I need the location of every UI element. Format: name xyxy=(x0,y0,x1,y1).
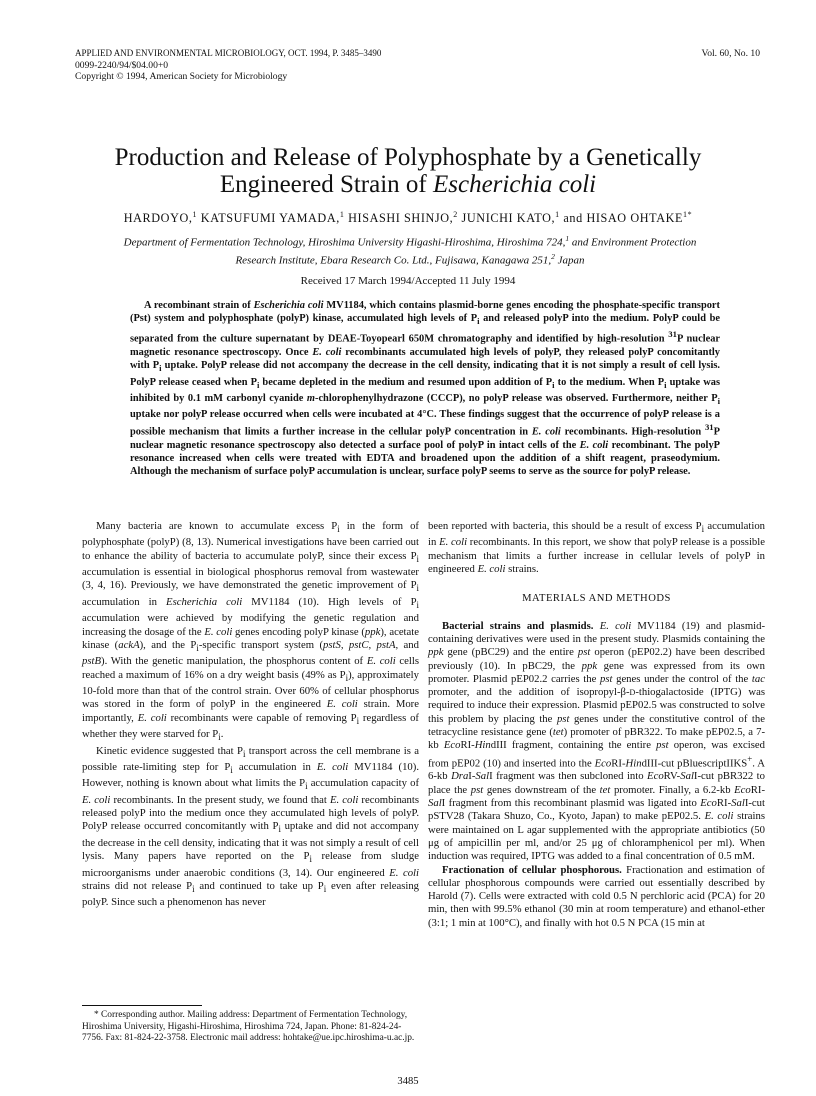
subscript: i xyxy=(416,600,419,611)
body-text: ), acetate kinase ( xyxy=(82,625,419,651)
intro-paragraph-2 xyxy=(82,745,419,910)
run-in-heading: Bacterial strains and plasmids. xyxy=(442,619,594,632)
body-text: tet xyxy=(599,783,611,796)
paper-title xyxy=(40,144,776,198)
author-1: HARDOYO, xyxy=(123,211,193,226)
body-text: recombinants released polyP into the medium once they accumulated high levels of polyP. PolyP release occurred concomitantly with P xyxy=(82,793,419,833)
subscript: i xyxy=(552,379,555,390)
body-text: recombinants. In this report, we show that polyP release is a possible mechanism that limits a further increase in cellular levels of polyP in engineered xyxy=(428,536,765,576)
body-text: MV1184 (10). High levels of P xyxy=(242,595,417,608)
body-text: gene (pBC29) and the entire xyxy=(443,646,578,659)
body-text: ppk xyxy=(364,625,381,638)
body-text: MV1184 (19) and plasmid-containing derivatives were used in the present study. Plasmids containing the xyxy=(428,619,766,645)
body-text: been reported with bacteria, this should be a result of excess P xyxy=(428,520,702,532)
body-text: Many bacteria are known to accumulate excess P xyxy=(96,520,338,532)
body-text: I fragment was then subcloned into xyxy=(489,770,648,783)
affiliation-2-mark: 2 xyxy=(551,252,555,262)
body-text: E. coli xyxy=(82,793,111,806)
abstract-text: -chlorophenylhydrazone (CCCP), no polyP release was observed. Furthermore, neither P xyxy=(314,392,718,404)
subscript: i xyxy=(701,524,705,535)
body-text: accumulation were achieved by modifying the genetic regulation and increasing the dosage of the xyxy=(82,612,419,638)
abstract-text: became depleted in the medium and resumed upon addition of P xyxy=(259,376,553,388)
superscript: + xyxy=(747,753,753,764)
body-text: Eco xyxy=(734,783,751,796)
body-text: Hin xyxy=(625,757,642,770)
body-text: and xyxy=(398,638,419,651)
abstract-text: P nuclear magnetic resonance spectroscopy also detected a surface pool of polyP in intact cells of the xyxy=(130,426,720,452)
body-text: RI- xyxy=(460,739,475,752)
subscript: i xyxy=(196,643,199,654)
body-text: . xyxy=(220,728,224,741)
body-text: accumulation is essential in biological phosphorus removal from wastewater (3, 4, 16). Previously, we have demonstrated the genetic improvement of P xyxy=(82,566,419,592)
author-3-affil: 2 xyxy=(453,210,458,219)
affiliation-1-mark: 1 xyxy=(565,234,570,243)
body-text: Dra xyxy=(451,770,469,783)
body-text: I fragment from this recombinant plasmid was ligated into xyxy=(441,797,701,810)
author-5-affil: 1* xyxy=(683,210,693,219)
body-text: Fractionation and estimation of cellular phosphorous compounds were carried out essentially described by Harold (7). Cells were extracted with cold 0.5 N perchloric acid (PCA) for 20 min, then with 99.5% ethanol (30 min at room temperature) and ethanol-ether (3:1; 1 min at 100°C), and finally with hot 0.5 N PCA (15 min at xyxy=(428,863,765,929)
corresponding-author-footnote xyxy=(82,1010,419,1045)
body-text: Eco xyxy=(700,797,717,810)
abstract-text: uptake was inhibited by 0.1 mM carbonyl cyanide xyxy=(130,376,720,404)
author-and: and xyxy=(559,211,587,226)
author-4: JUNICHI KATO, xyxy=(457,211,556,226)
body-text: accumulation in xyxy=(82,595,167,608)
body-text: -thiogalactoside (IPTG) was required to induce their expression. Plasmid pEP02.5 was constructed to solve this problem by placing the xyxy=(428,686,765,725)
body-text: strain. More importantly, xyxy=(82,698,419,724)
body-text: pst xyxy=(470,783,484,796)
title-line-1: Production and Release of Polyphosphate by a Genetically xyxy=(114,144,702,171)
subscript: i xyxy=(230,765,233,776)
body-text: ), approximately 10-fold more than that of the control strain. Over 60% of cellular phosphorus was stored in the form of polyP in the engineered xyxy=(82,668,419,711)
subscript: i xyxy=(345,672,349,683)
author-2-affil: 1 xyxy=(339,210,345,219)
body-left-column xyxy=(82,520,419,910)
body-text: E. coli xyxy=(704,810,734,823)
body-text: Sal xyxy=(475,770,490,783)
subscript: i xyxy=(159,363,162,374)
body-text: operon (pEP02.2) have been described previously (10). In pBC29, the xyxy=(428,646,765,672)
body-text: Sal xyxy=(680,770,694,783)
body-text: . A 6-kb xyxy=(428,757,765,783)
body-text: promoter, and the addition of isopropyl-β- xyxy=(428,686,630,699)
author-1-affil: 1 xyxy=(192,210,198,219)
abstract-text: E. coli xyxy=(579,440,609,452)
abstract-text: uptake nor polyP release occurred when cells were incubated at 4°C. These findings suggest that the occurrence of polyP release is a possible mechanism that limits a further increase in the cellular polyP concentration in xyxy=(130,409,720,438)
footnote-divider xyxy=(82,1005,202,1006)
body-text: Escherichia coli xyxy=(166,595,243,608)
superscript: 31 xyxy=(704,422,714,433)
body-text: RI- xyxy=(611,757,626,770)
body-text: ). With the genetic manipulation, the phosphorus content of xyxy=(101,655,367,668)
title-organism: Escherichia coli xyxy=(432,171,597,198)
subscript: i xyxy=(242,748,246,759)
affiliation xyxy=(120,232,700,268)
journal-copyright: Copyright © 1994, American Society for Microbiology xyxy=(75,71,288,83)
abstract xyxy=(130,299,720,479)
subscript: i xyxy=(309,854,312,865)
subscript: i xyxy=(323,884,327,895)
abstract-text: and released polyP into the medium. PolyP could be separated from the culture supernatant by DEAE-Toyopearl 650M chromatography and identified by high-resolution xyxy=(130,313,720,345)
affiliation-2: and Environment Protection Research Institute, Ebara Research Co. Ltd., Fujisawa, Kanagawa 251, xyxy=(235,236,697,267)
body-text: ), and the P xyxy=(139,638,197,651)
run-in-heading: Fractionation of cellular phosphorous. xyxy=(442,863,622,876)
journal-citation: APPLIED AND ENVIRONMENTAL MICROBIOLOGY, OCT. 1994, P. 3485–3490 xyxy=(75,48,382,58)
author-5: HISAO OHTAKE xyxy=(586,211,684,226)
subscript: i xyxy=(664,379,667,390)
body-text: ackA xyxy=(118,638,140,651)
body-text: MV1184 (10). However, nothing is known about what limits the P xyxy=(82,761,419,790)
intro-paragraph-continued xyxy=(428,520,765,576)
section-heading-methods: MATERIALS AND METHODS xyxy=(522,593,671,605)
subscript: i xyxy=(256,379,260,390)
body-text: genes under the control of the xyxy=(612,672,752,685)
body-text: genes encoding polyP kinase ( xyxy=(232,625,365,638)
abstract-text: A recombinant strain of xyxy=(144,300,254,311)
body-text: pst xyxy=(656,739,669,752)
body-text: operon, was excised from pEP02 (10) and inserted into the xyxy=(428,739,765,770)
subscript: i xyxy=(416,583,419,594)
body-text: pstB xyxy=(82,655,102,668)
body-text: accumulation in xyxy=(232,761,317,774)
body-text: transport across the cell membrane is a possible rate-limiting step for P xyxy=(82,744,419,774)
body-text: recombinants. In the present study, we found that xyxy=(110,793,330,806)
abstract-text: m xyxy=(306,392,315,404)
body-text: D xyxy=(629,688,636,698)
body-text: Sal xyxy=(731,797,745,810)
body-text: RV- xyxy=(663,770,681,783)
subscript: i xyxy=(218,732,221,743)
affiliation-country: Japan xyxy=(554,254,585,267)
body-text: pst xyxy=(556,712,570,725)
body-text: genes downstream of the xyxy=(483,783,600,796)
abstract-text: recombinant. The polyP resonance increased when cells were treated with EDTA and broadened upon the addition of a shift reagent, praseodymium. Although the mechanism of surface polyP accumulation is unclear, surface polyP seems to serve as the source for polyP release. xyxy=(130,440,720,478)
subscript: i xyxy=(416,553,419,564)
body-text: regardless of whether they were starved for P xyxy=(82,711,419,741)
body-text: I-cut pSTV28 (Takara Shuzo, Co., Kyoto, Japan) to make pEP02.5. xyxy=(428,797,765,823)
body-text: ) promoter of pBR322. To make pEP02.5, a 7-kb xyxy=(428,726,765,752)
body-text: pst xyxy=(599,672,613,685)
subscript: i xyxy=(717,396,720,406)
body-text: release from sludge microorganisms under anaerobic conditions (3, 14). Our engineered xyxy=(82,850,419,879)
abstract-text: recombinants. High-resolution xyxy=(560,426,705,438)
title-line-2 xyxy=(40,171,776,198)
body-text: Eco xyxy=(647,770,664,783)
page-number: 3485 xyxy=(397,1076,419,1087)
footnote-text: * Corresponding author. Mailing address: Department of Fermentation Technology, Hiroshima University, Higashi-Hiroshima, Hiroshima 724, Japan. Phone: 81-824-24-7756. Fax: 81-824-22-3758. Electronic mail address: hohtake@ue.ipc.hiroshima-u.ac.jp. xyxy=(82,1010,415,1044)
body-text: in the form of polyphosphate (polyP) (8, 13). Numerical investigations have been carried out to enhance the ability of bacteria to accumulate polyP, since their excess P xyxy=(82,520,419,562)
body-text: Sal xyxy=(428,797,442,810)
journal-volume: Vol. 60, No. 10 xyxy=(701,48,760,59)
body-text: ppk xyxy=(428,646,444,659)
subscript: i xyxy=(192,884,195,895)
body-text: -specific transport system ( xyxy=(198,638,323,651)
abstract-text: E. coli xyxy=(531,426,561,438)
body-text: Eco xyxy=(594,757,612,770)
subscript: i xyxy=(278,824,281,835)
body-text: pst xyxy=(577,646,591,659)
body-text: I-cut pBR322 to place the xyxy=(428,770,765,796)
body-text: E. coli xyxy=(439,536,468,549)
body-text: E. coli xyxy=(204,625,233,638)
body-text: E. coli xyxy=(316,761,349,774)
abstract-text: recombinants accumulated high levels of polyP, they released polyP concomitantly with P xyxy=(130,347,720,372)
superscript: 31 xyxy=(668,329,677,340)
intro-paragraph-1 xyxy=(82,520,419,745)
body-text: cells reached a maximum of 16% on a dry weight basis (49% as P xyxy=(82,655,419,681)
body-text: dIII fragment, containing the entire xyxy=(490,739,657,752)
subscript: i xyxy=(356,715,360,726)
body-text: RI- xyxy=(750,783,765,796)
body-text: E. coli xyxy=(599,619,632,632)
author-4-affil: 1 xyxy=(555,210,560,219)
abstract-text: E. coli xyxy=(312,347,342,359)
body-text: even after releasing polyP. Since such a phenomenon has never xyxy=(82,879,420,909)
body-text: accumulation in xyxy=(428,520,766,549)
methods-paragraph-2 xyxy=(428,864,765,930)
body-text: strains did not release P xyxy=(82,879,193,892)
abstract-text: P nuclear magnetic resonance spectroscopy. Once xyxy=(130,333,720,359)
body-text: Eco xyxy=(443,739,461,752)
body-text: Hin xyxy=(474,739,491,752)
body-text: dIII-cut pBluescriptIIKS xyxy=(641,757,748,770)
body-text: Kinetic evidence suggested that P xyxy=(96,744,243,757)
body-text: pstS, pstC, pstA, xyxy=(323,638,399,651)
abstract-paragraph xyxy=(130,299,720,479)
journal-code: 0099-2240/94/$04.00+0 xyxy=(75,59,169,71)
body-text: E. coli xyxy=(366,655,396,668)
body-text: strains. xyxy=(505,563,539,576)
body-text: tac xyxy=(751,672,765,685)
abstract-text: to the medium. When P xyxy=(554,376,665,388)
affiliation-1: Department of Fermentation Technology, Hiroshima University Higashi-Hiroshima, Hiroshima 724, xyxy=(123,236,566,249)
body-text: E. coli xyxy=(326,698,358,711)
body-text: uptake and did not accompany the decrease in the cell density, indicating that it was not simply a result of cell lysis. Many papers have reported on the P xyxy=(82,820,419,863)
body-text: tet xyxy=(552,726,564,738)
body-text: promoter. Finally, a 6.2-kb xyxy=(610,783,735,796)
author-3: HISASHI SHINJO, xyxy=(344,211,454,226)
author-2: KATSUFUMI YAMADA, xyxy=(197,211,340,226)
body-text: recombinants were capable of removing P xyxy=(166,711,357,724)
body-text: E. coli xyxy=(389,866,419,879)
body-text: RI- xyxy=(716,797,732,810)
body-text: E. coli xyxy=(329,793,359,806)
author-list xyxy=(40,210,776,226)
abstract-text: uptake. PolyP release did not accompany the decrease in the cell density, indicating that it is not simply a result of cell lysis. PolyP release ceased when P xyxy=(130,360,720,388)
body-text: genes under the constitutive control of the tetracycline resistance gene ( xyxy=(428,712,765,738)
subscript: i xyxy=(477,316,480,327)
body-text: E. coli xyxy=(477,563,506,576)
subscript: i xyxy=(337,524,340,535)
body-text: and continued to take up P xyxy=(194,879,324,892)
subscript: i xyxy=(305,781,308,792)
body-right-column xyxy=(428,520,765,930)
body-text: gene was expressed from its own promoter. Plasmid pEP02.2 carries the xyxy=(428,659,765,685)
title-line-2-text: Engineered Strain of xyxy=(219,171,433,198)
methods-paragraph-1 xyxy=(428,620,765,864)
received-dates: Received 17 March 1994/Accepted 11 July 1994 xyxy=(300,275,516,287)
body-text: I- xyxy=(468,770,476,783)
journal-header xyxy=(75,48,381,83)
abstract-text: MV1184, which contains plasmid-borne genes encoding the phosphate-specific transport (Pst) system and polyphosphate (polyP) kinase, accumulated high levels of P xyxy=(130,300,720,325)
body-text: E. coli xyxy=(137,711,167,724)
body-text: accumulation capacity of xyxy=(307,777,419,790)
abstract-text: Escherichia coli xyxy=(253,300,324,311)
body-text: strains were maintained on L agar supplemented with the appropriate antibiotics (50 μg of ampicillin per ml, and/or 25 μg of chloramphenicol per ml). When induction was required, IPTG was added to a final concentration of 0.5 mM. xyxy=(428,810,765,863)
body-text: ppk xyxy=(581,659,598,672)
